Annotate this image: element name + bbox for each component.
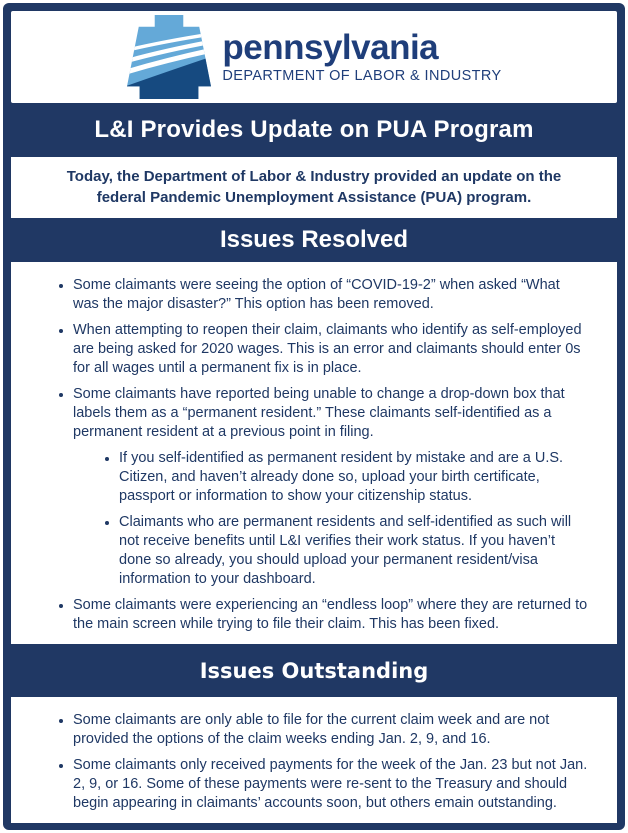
list-item xyxy=(73,276,589,314)
list-item-text: If you self-identified as permanent resident by mistake and are a U.S. Citizen, and haven’t already done so, upload your birth certificate, passport or information to show your citizenship status. xyxy=(119,450,564,504)
list-item-text: When attempting to reopen their claim, claimants who identify as self-employed are being asked for 2020 wages. This is an error and claimants should enter 0s for all wages until a permanent fix is in place. xyxy=(73,322,582,376)
list-item xyxy=(73,385,589,589)
pa-keystone-icon xyxy=(126,15,212,99)
section-banner-issues-resolved xyxy=(11,218,617,262)
sub-list xyxy=(73,449,589,589)
list-item-text: Claimants who are permanent residents and self-identified as such will not receive benefits until L&I verifies their work status. If you haven’t done so already, you should upload your permanent resident/visa information to your dashboard. xyxy=(119,514,572,587)
document-frame xyxy=(3,3,625,830)
page-title: L&I Provides Update on PUA Program xyxy=(94,116,534,143)
issues-resolved-list xyxy=(11,276,589,634)
intro-box xyxy=(11,157,617,218)
logo-text xyxy=(222,30,501,84)
intro-text: Today, the Department of Labor & Industry provided an update on the federal Pandemic Unemployment Assistance (PUA) program. xyxy=(66,168,562,206)
list-item xyxy=(73,711,589,749)
sub-list-item xyxy=(119,449,589,506)
section-heading-outstanding: Issues Outstanding xyxy=(199,658,429,683)
section-banner-issues-outstanding xyxy=(11,644,617,697)
logo-department-line: DEPARTMENT OF LABOR & INDUSTRY xyxy=(222,68,502,84)
list-item-text: Some claimants are only able to file for the current claim week and are not provided the options of the claim weeks ending Jan. 2, 9, and 16. xyxy=(73,712,550,747)
logo-wordmark: pennsylvania xyxy=(222,28,439,67)
issues-resolved-list-box xyxy=(11,262,617,644)
list-item xyxy=(73,596,589,634)
pa-dli-logo xyxy=(126,15,501,99)
list-item-text: Some claimants only received payments for the week of the Jan. 23 but not Jan. 2, 9, or 16. Some of these payments were re-sent to the Treasury and should begin appearing in claimants’ accounts soon, but others emain outstanding. xyxy=(73,757,588,811)
list-item xyxy=(73,321,589,378)
header xyxy=(11,11,617,103)
section-heading-resolved: Issues Resolved xyxy=(219,226,409,253)
list-item-text: Some claimants were seeing the option of “COVID-19-2” when asked “What was the major disaster?” This option has been removed. xyxy=(73,277,560,312)
list-item-text: Some claimants have reported being unable to change a drop-down box that labels them as a “permanent resident.” These claimants self-identified as a permanent resident at a previous point in filing. xyxy=(73,386,565,440)
list-item-text: Some claimants were experiencing an “endless loop” where they are returned to the main screen while trying to file their claim. This has been fixed. xyxy=(73,597,588,632)
issues-outstanding-list xyxy=(11,711,589,813)
title-banner xyxy=(11,103,617,157)
issues-outstanding-list-box xyxy=(11,697,617,823)
sub-list-item xyxy=(119,513,589,589)
list-item xyxy=(73,756,589,813)
